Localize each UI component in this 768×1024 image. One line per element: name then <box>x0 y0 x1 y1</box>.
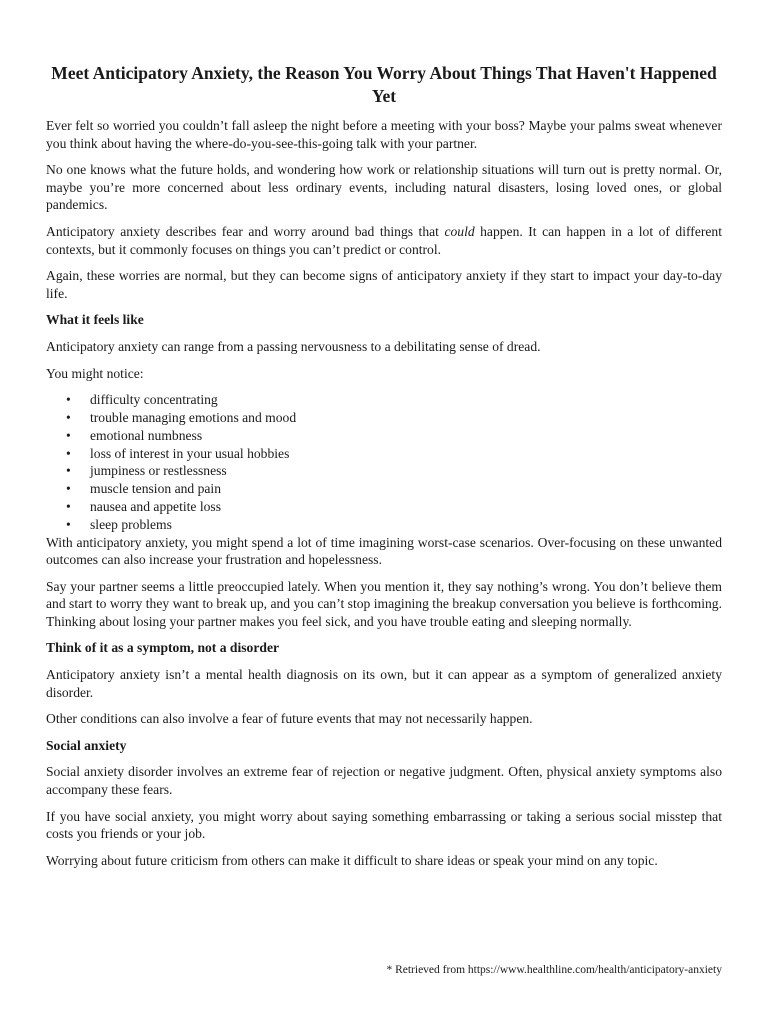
bullet-icon: • <box>66 463 71 479</box>
definition-emphasis: could <box>444 223 475 239</box>
paragraph-you-might-notice: You might notice: <box>46 365 144 381</box>
list-item <box>66 462 722 480</box>
heading-symptom-not-disorder: Think of it as a symptom, not a disorder <box>46 640 280 656</box>
list-item-text: loss of interest in your usual hobbies <box>90 445 290 461</box>
list-item-text: emotional numbness <box>90 427 203 443</box>
bullet-icon: • <box>66 409 71 425</box>
list-item <box>66 480 722 498</box>
list-item-text: sleep problems <box>90 516 172 532</box>
paragraph-worst-case: With anticipatory anxiety, you might spend a lot of time imagining worst-case scenarios. Over-focusing on these unwanted outcomes can also increase your frustration and hopelessness. <box>46 534 722 568</box>
list-item-text: jumpiness or restlessness <box>90 463 227 479</box>
paragraph-diagnosis: Anticipatory anxiety isn’t a mental health diagnosis on its own, but it can appear as a symptom of generalized anxiety disorder. <box>46 667 722 700</box>
list-item-text: muscle tension and pain <box>90 481 221 497</box>
paragraph-other-conditions: Other conditions can also involve a fear of future events that may not necessarily happen. <box>46 711 533 727</box>
document-title: Meet Anticipatory Anxiety, the Reason You Worry About Things That Haven't Happened Yet <box>51 63 717 106</box>
list-item <box>66 409 722 427</box>
source-footnote: * Retrieved from https://www.healthline.com/health/anticipatory-anxiety <box>386 964 722 976</box>
list-item <box>66 427 722 445</box>
heading-what-it-feels-like: What it feels like <box>46 312 144 328</box>
list-item <box>66 445 722 463</box>
definition-text-end: happen. It can happen in a lot of different contexts, but it commonly focuses on things you can’t predict or control. <box>46 223 722 257</box>
heading-social-anxiety: Social anxiety <box>46 737 127 753</box>
paragraph-future: No one knows what the future holds, and wondering how work or relationship situations will turn out is pretty normal. Or, maybe you’re more concerned about less ordinary events, including natural disasters, losing loved ones, or global pandemics. <box>46 162 722 213</box>
paragraph-normal-worries: Again, these worries are normal, but they can become signs of anticipatory anxiety if they start to impact your day-to-day life. <box>46 268 722 301</box>
bullet-icon: • <box>66 516 71 532</box>
list-item-text: difficulty concentrating <box>90 392 218 408</box>
paragraph-criticism: Worrying about future criticism from others can make it difficult to share ideas or speak your mind on any topic. <box>46 852 658 868</box>
bullet-icon: • <box>66 427 71 443</box>
paragraph-range: Anticipatory anxiety can range from a passing nervousness to a debilitating sense of dread. <box>46 338 541 354</box>
bullet-icon: • <box>66 445 71 461</box>
bullet-icon: • <box>66 498 71 514</box>
bullet-icon: • <box>66 392 71 408</box>
bullet-icon: • <box>66 481 71 497</box>
list-item-text: trouble managing emotions and mood <box>90 409 297 425</box>
paragraph-intro: Ever felt so worried you couldn’t fall asleep the night before a meeting with your boss? Maybe your palms sweat whenever you think about having the where-do-you-see-this-going talk with your partner. <box>46 118 722 151</box>
list-item <box>66 498 722 516</box>
document-page <box>46 62 722 878</box>
paragraph-partner-example: Say your partner seems a little preoccupied lately. When you mention it, they say nothing’s wrong. You don’t believe them and start to worry they want to break up, and you can’t stop imagining the breakup conversation you believe is forthcoming. Thinking about losing your partner makes you feel sick, and you have trouble eating and sleeping normally. <box>46 578 722 629</box>
list-item <box>66 391 722 409</box>
paragraph-definition <box>46 223 722 258</box>
paragraph-social-worry: If you have social anxiety, you might worry about saying something embarrassing or taking a serious social misstep that costs you friends or your job. <box>46 808 722 842</box>
definition-text-start: Anticipatory anxiety describes fear and worry around bad things that <box>46 223 445 239</box>
list-item-text: nausea and appetite loss <box>90 498 221 514</box>
paragraph-social-definition: Social anxiety disorder involves an extreme fear of rejection or negative judgment. Often, physical anxiety symptoms also accompany these fears. <box>46 764 722 798</box>
list-item <box>66 516 722 534</box>
symptom-list <box>46 391 722 533</box>
